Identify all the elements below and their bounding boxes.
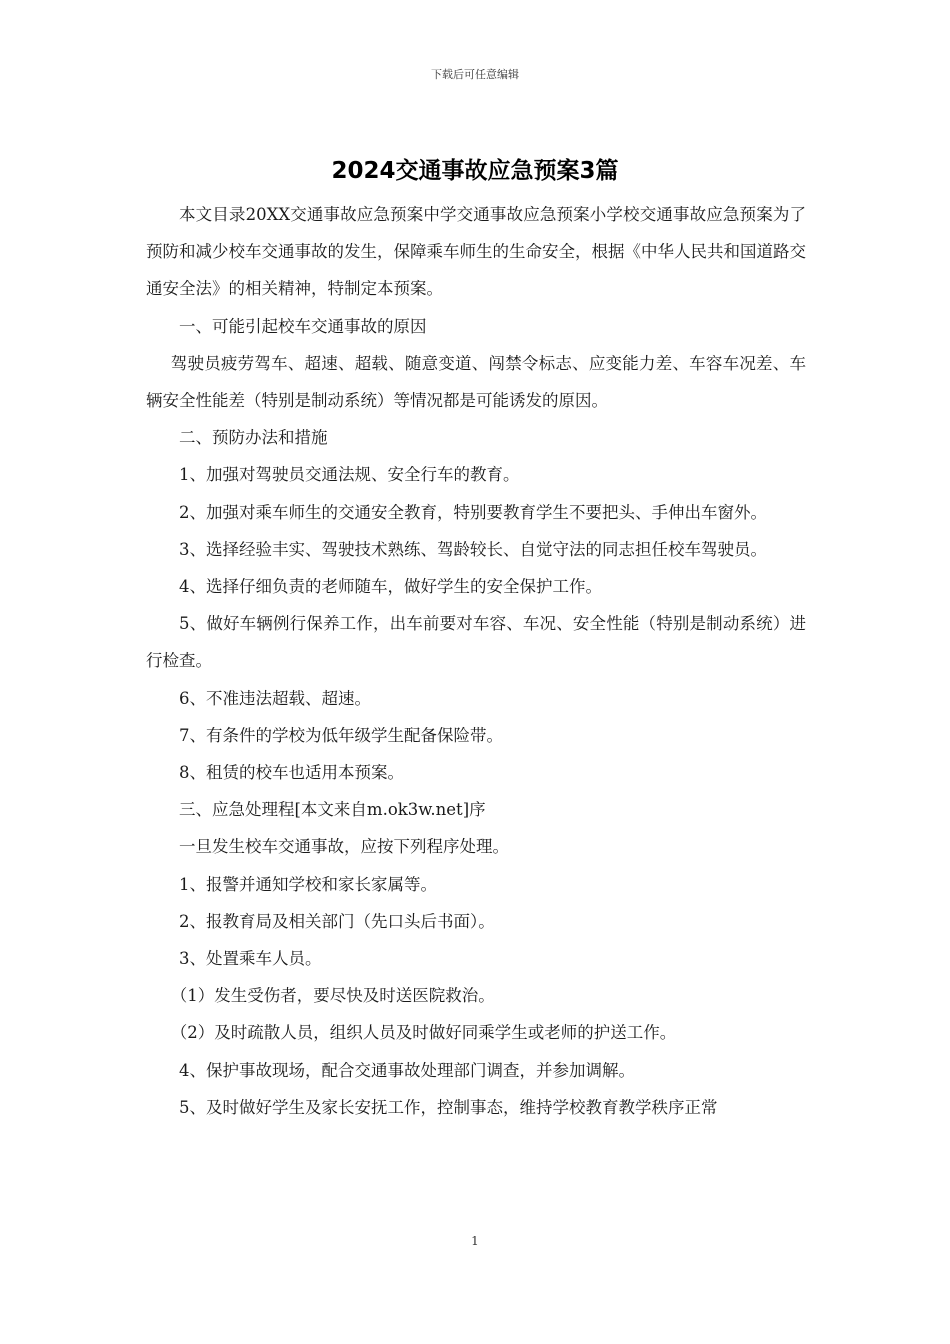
- list-item-emergency-5: 5、及时做好学生及家长安抚工作，控制事态，维持学校教育教学秩序正常: [179, 1097, 718, 1117]
- section-heading-prevention: 二、预防办法和措施: [179, 428, 328, 448]
- list-item-emergency-2: 2、报教育局及相关部门（先口头后书面）。: [179, 911, 495, 931]
- section-heading-causes: 一、可能引起校车交通事故的原因: [179, 316, 427, 336]
- page-number: 1: [471, 1234, 479, 1248]
- document-title: 2024交通事故应急预案3篇: [331, 158, 619, 184]
- list-item-emergency-3: 3、处置乘车人员。: [179, 949, 322, 969]
- list-item-emergency-1: 1、报警并通知学校和家长家属等。: [179, 874, 437, 894]
- list-item-emergency-4: 4、保护事故现场，配合交通事故处理部门调查，并参加调解。: [179, 1060, 635, 1080]
- list-item-prevention-2: 2、加强对乘车师生的交通安全教育，特别要教育学生不要把头、手伸出车窗外。: [179, 502, 767, 522]
- page-header: 下载后可任意编辑: [431, 68, 519, 81]
- list-item-prevention-1: 1、加强对驾驶员交通法规、安全行车的教育。: [179, 465, 520, 485]
- paragraph-emergency-intro: 一旦发生校车交通事故，应按下列程序处理。: [179, 837, 509, 857]
- paragraph-intro: 本文目录20XX交通事故应急预案中学交通事故应急预案小学校交通事故应急预案为了预防和减少校车交通事故的发生，保障乘车师生的生命安全，根据《中华人民共和国道路交通安全法》的相关精神，特制定本预案。: [146, 205, 806, 299]
- paragraph-causes: 驾驶员疲劳驾车、超速、超载、随意变道、闯禁令标志、应变能力差、车容车况差、车辆安全性能差（特别是制动系统）等情况都是可能诱发的原因。: [146, 353, 806, 411]
- list-item-prevention-3: 3、选择经验丰实、驾驶技术熟练、驾龄较长、自觉守法的同志担任校车驾驶员。: [179, 539, 767, 559]
- list-item-prevention-6: 6、不准违法超载、超速。: [179, 688, 371, 708]
- sub-item-emergency-3-2: （2）及时疏散人员，组织人员及时做好同乘学生或老师的护送工作。: [170, 1023, 677, 1043]
- section-heading-emergency: 三、应急处理程[本文来自m.ok3w.net]序: [179, 800, 486, 820]
- list-item-prevention-4: 4、选择仔细负责的老师随车，做好学生的安全保护工作。: [179, 577, 602, 597]
- document-body: [146, 196, 806, 1126]
- list-item-prevention-8: 8、租赁的校车也适用本预案。: [179, 763, 404, 783]
- sub-item-emergency-3-1: （1）发生受伤者，要尽快及时送医院救治。: [170, 986, 495, 1006]
- list-item-prevention-7: 7、有条件的学校为低年级学生配备保险带。: [179, 725, 503, 745]
- list-item-prevention-5: 5、做好车辆例行保养工作，出车前要对车容、车况、安全性能（特别是制动系统）进行检查。: [146, 614, 806, 671]
